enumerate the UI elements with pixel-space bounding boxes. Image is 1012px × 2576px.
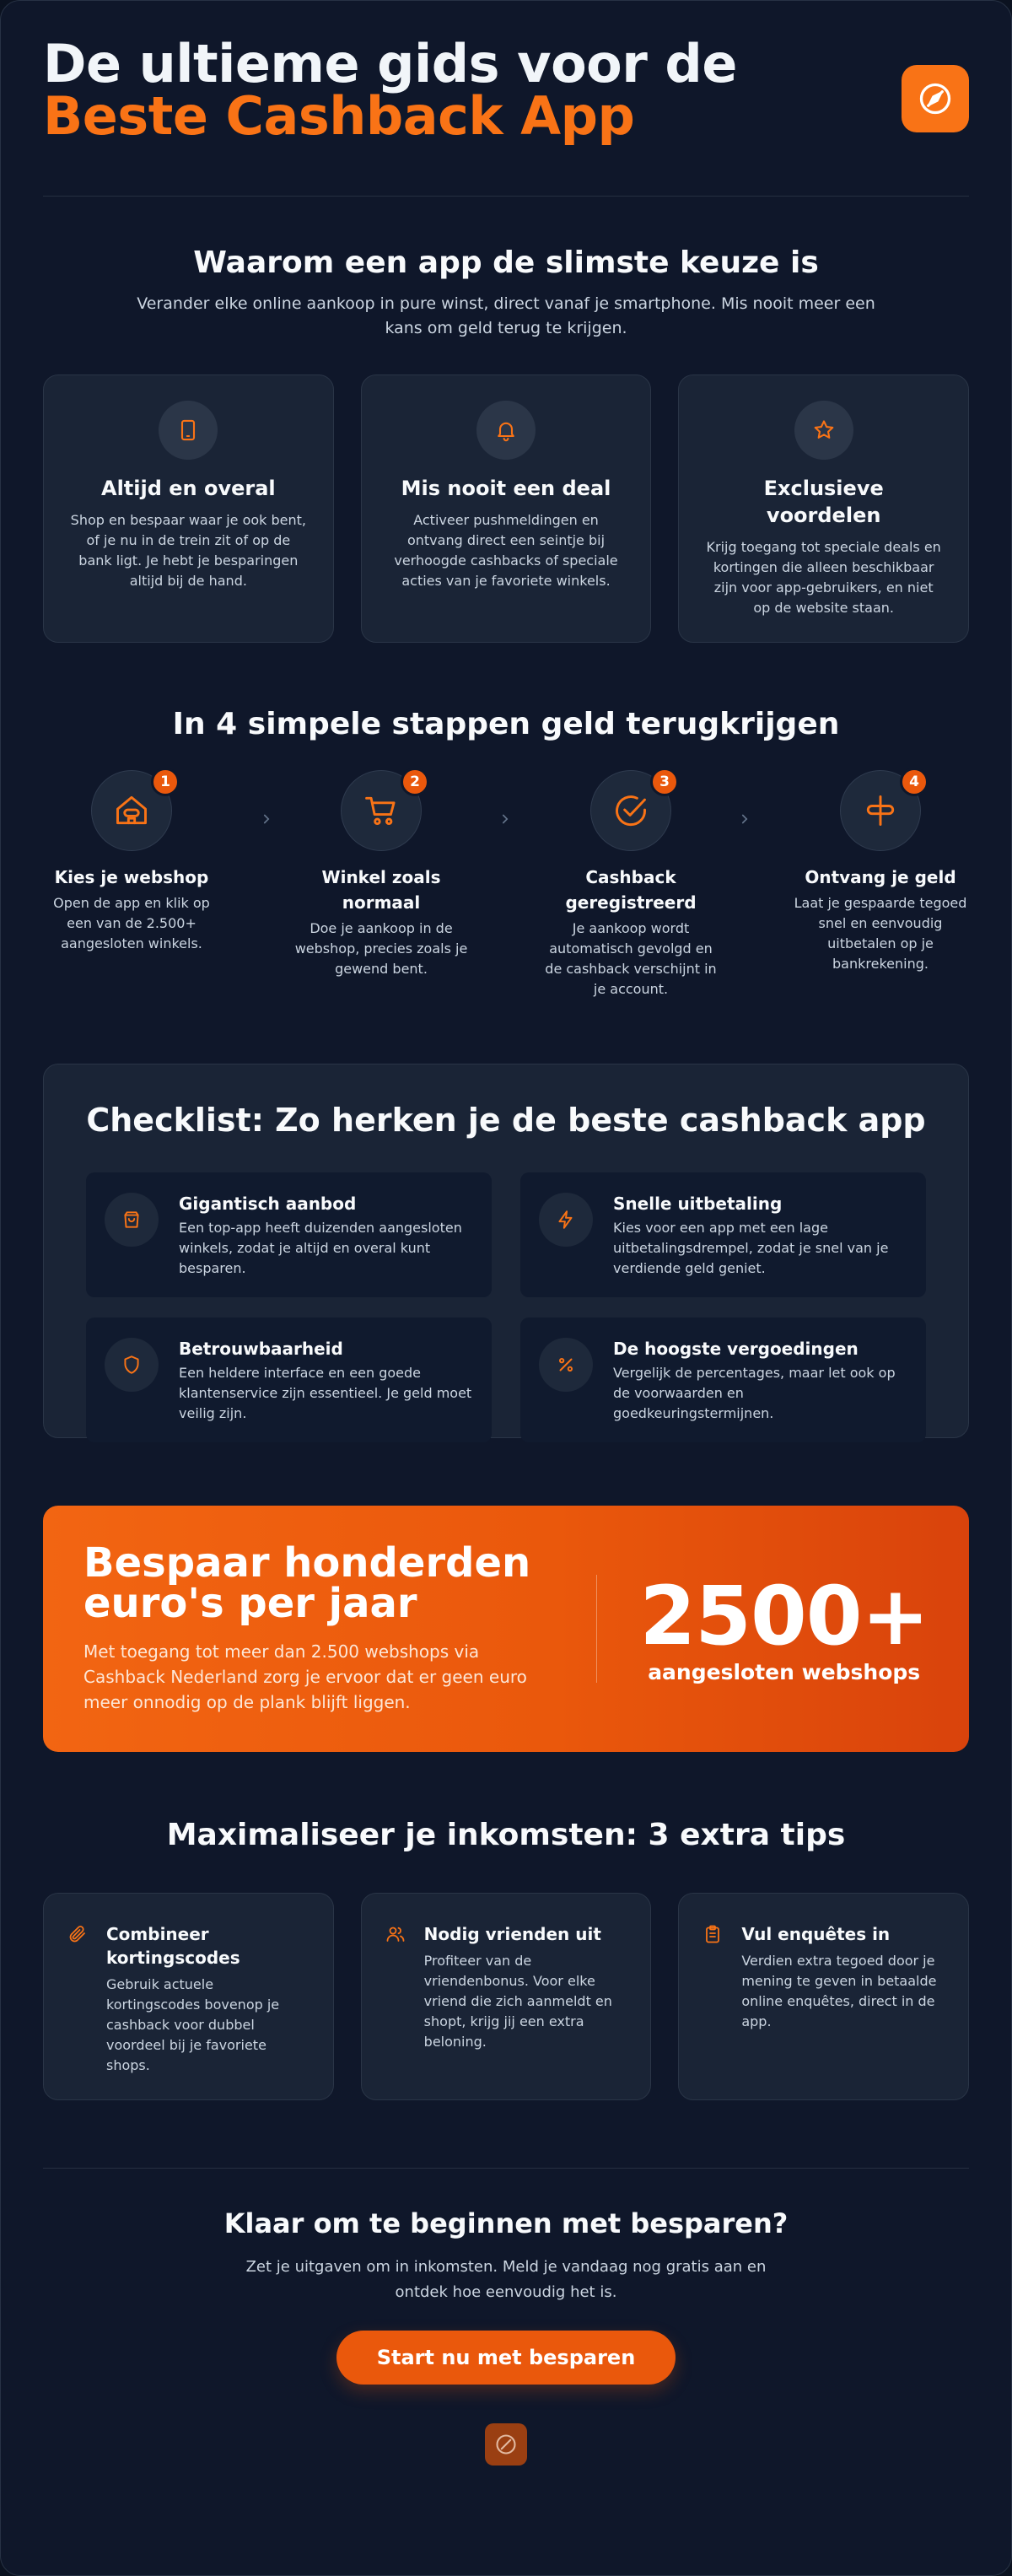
checklist-item-title: De hoogste vergoedingen bbox=[613, 1339, 859, 1359]
tip-title: Vul enquêtes in bbox=[741, 1924, 891, 1944]
bell-icon bbox=[476, 401, 536, 460]
users-icon bbox=[385, 1924, 406, 2071]
checklist-item-title: Betrouwbaarheid bbox=[179, 1339, 343, 1359]
savings-banner-text bbox=[83, 1539, 549, 1715]
step-title: Ontvang je geld bbox=[805, 867, 956, 887]
benefit-card-text: Activeer pushmeldingen en ontvang direct een seintje bij verhoogde cashbacks of speciale acties van je favoriete winkels. bbox=[394, 512, 618, 589]
checklist-item-title: Snelle uitbetaling bbox=[613, 1194, 783, 1214]
webshop-count: 2500+ bbox=[639, 1568, 929, 1663]
tip-card bbox=[678, 1893, 969, 2100]
coins-icon bbox=[840, 770, 921, 851]
benefit-card bbox=[361, 375, 652, 643]
percent-icon bbox=[539, 1338, 593, 1392]
benefit-card-title: Altijd en overal bbox=[101, 477, 276, 500]
checklist-item-text: Een top-app heeft duizenden aangesloten winkels, zodat je altijd en overal kunt besparen. bbox=[179, 1220, 462, 1276]
step-text: Je aankoop wordt automatisch gevolgd en de cashback verschijnt in je account. bbox=[545, 920, 717, 997]
start-saving-button[interactable]: Start nu met besparen bbox=[336, 2331, 676, 2385]
benefit-card-title: Exclusieve voordelen bbox=[763, 477, 884, 527]
lightning-icon bbox=[539, 1193, 593, 1247]
paperclip-icon bbox=[67, 1924, 88, 2071]
savings-banner-title: Bespaar honderden euro's per jaar bbox=[83, 1539, 531, 1627]
compass-icon bbox=[902, 65, 969, 132]
checklist-item-text: Kies voor een app met een lage uitbetalingsdrempel, zodat je snel van je verdiende geld geniet. bbox=[613, 1220, 889, 1276]
benefit-card bbox=[678, 375, 969, 643]
clipboard-icon bbox=[702, 1924, 723, 2071]
page-title bbox=[43, 33, 969, 147]
checklist-item bbox=[86, 1172, 492, 1297]
benefit-card bbox=[43, 375, 334, 643]
hero-header bbox=[43, 1, 969, 197]
checklist-item bbox=[86, 1318, 492, 1442]
checklist-item-text: Vergelijk de percentages, maar let ook op de voorwaarden en goedkeuringstermijnen. bbox=[613, 1365, 896, 1421]
checklist-grid bbox=[86, 1172, 926, 1442]
tips-section bbox=[43, 1752, 969, 2100]
step-number-badge: 2 bbox=[401, 768, 429, 796]
cart-icon bbox=[341, 770, 422, 851]
footer-compass-icon bbox=[485, 2423, 527, 2466]
star-icon bbox=[794, 401, 853, 460]
step-item bbox=[43, 770, 220, 1000]
banner-divider bbox=[596, 1575, 597, 1683]
chevron-right-icon bbox=[258, 811, 275, 827]
webshop-stat bbox=[639, 1568, 929, 1684]
tip-title: Combineer kortingscodes bbox=[106, 1924, 240, 1968]
why-section bbox=[43, 197, 969, 643]
step-number-badge: 3 bbox=[650, 768, 679, 796]
store-icon bbox=[91, 770, 172, 851]
cta-section bbox=[43, 2168, 969, 2466]
savings-banner bbox=[43, 1506, 969, 1752]
tip-text: Gebruik actuele kortingscodes bovenop je cashback voor dubbel voordeel bij je favoriete shops. bbox=[106, 1976, 280, 2073]
check-circle-icon bbox=[590, 770, 671, 851]
step-item bbox=[792, 770, 969, 1000]
step-text: Doe je aankoop in de webshop, precies zoals je gewend bent. bbox=[294, 920, 468, 977]
step-number-badge: 1 bbox=[151, 768, 180, 796]
step-text: Open de app en klik op een van de 2.500+ aangesloten winkels. bbox=[53, 895, 210, 951]
step-number-badge: 4 bbox=[900, 768, 929, 796]
checklist-item bbox=[520, 1318, 926, 1442]
tips-list bbox=[43, 1893, 969, 2100]
savings-banner-description: Met toegang tot meer dan 2.500 webshops via Cashback Nederland zorg je ervoor dat er geen euro meer onnodig op de plank blijft liggen. bbox=[83, 1641, 527, 1712]
step-item bbox=[542, 770, 719, 1000]
step-title: Cashback geregistreerd bbox=[565, 867, 697, 913]
tip-title: Nodig vrienden uit bbox=[423, 1924, 601, 1944]
steps-section bbox=[43, 643, 969, 1000]
steps-list bbox=[43, 770, 969, 1000]
why-title: Waarom een app de slimste keuze is bbox=[193, 245, 819, 280]
webshop-count-label: aangesloten webshops bbox=[648, 1659, 921, 1684]
cta-title: Klaar om te beginnen met besparen? bbox=[223, 2207, 789, 2239]
chevron-right-icon bbox=[736, 811, 753, 827]
smartphone-icon bbox=[159, 401, 218, 460]
benefit-card-text: Krijg toegang tot speciale deals en kortingen die alleen beschikbaar zijn voor app-gebruikers, en niet op de website staan. bbox=[706, 539, 941, 616]
why-subtitle: Verander elke online aankoop in pure winst, direct vanaf je smartphone. Mis nooit meer een kans om geld terug te krijgen. bbox=[137, 294, 875, 337]
cta-text: Zet je uitgaven om in inkomsten. Meld je vandaag nog gratis aan en ontdek hoe eenvoudig het is. bbox=[245, 2258, 767, 2301]
tip-card bbox=[361, 1893, 652, 2100]
benefit-cards bbox=[43, 375, 969, 643]
checklist-section bbox=[43, 1064, 969, 1438]
tips-title: Maximaliseer je inkomsten: 3 extra tips bbox=[166, 1818, 846, 1852]
shield-icon bbox=[105, 1338, 159, 1392]
checklist-title: Checklist: Zo herken je de beste cashback app bbox=[86, 1102, 926, 1139]
tip-card bbox=[43, 1893, 334, 2100]
benefit-card-title: Mis nooit een deal bbox=[401, 477, 611, 500]
benefit-card-text: Shop en bespaar waar je ook bent, of je nu in de trein zit of op de bank ligt. Je hebt je besparingen altijd bij de hand. bbox=[70, 512, 306, 589]
step-title: Kies je webshop bbox=[54, 867, 209, 887]
page-title-line1: De ultieme gids voor de bbox=[43, 33, 737, 94]
checklist-item bbox=[520, 1172, 926, 1297]
checklist-item-title: Gigantisch aanbod bbox=[179, 1194, 357, 1214]
tip-text: Verdien extra tegoed door je mening te geven in betaalde online enquêtes, direct in de app. bbox=[741, 1953, 937, 2029]
step-text: Laat je gespaarde tegoed snel en eenvoudig uitbetalen op je bankrekening. bbox=[794, 895, 967, 972]
tip-text: Profiteer van de vriendenbonus. Voor elke vriend die zich aanmeldt en shopt, krijg jij een extra beloning. bbox=[423, 1953, 612, 2050]
chevron-right-icon bbox=[497, 811, 514, 827]
page-title-line2: Beste Cashback App bbox=[43, 85, 635, 147]
step-item bbox=[293, 770, 470, 1000]
checklist-item-text: Een heldere interface en een goede klantenservice zijn essentieel. Je geld moet veilig zijn. bbox=[179, 1365, 472, 1421]
shopping-bag-icon bbox=[105, 1193, 159, 1247]
step-title: Winkel zoals normaal bbox=[321, 867, 441, 913]
steps-title: In 4 simpele stappen geld terugkrijgen bbox=[172, 707, 840, 741]
